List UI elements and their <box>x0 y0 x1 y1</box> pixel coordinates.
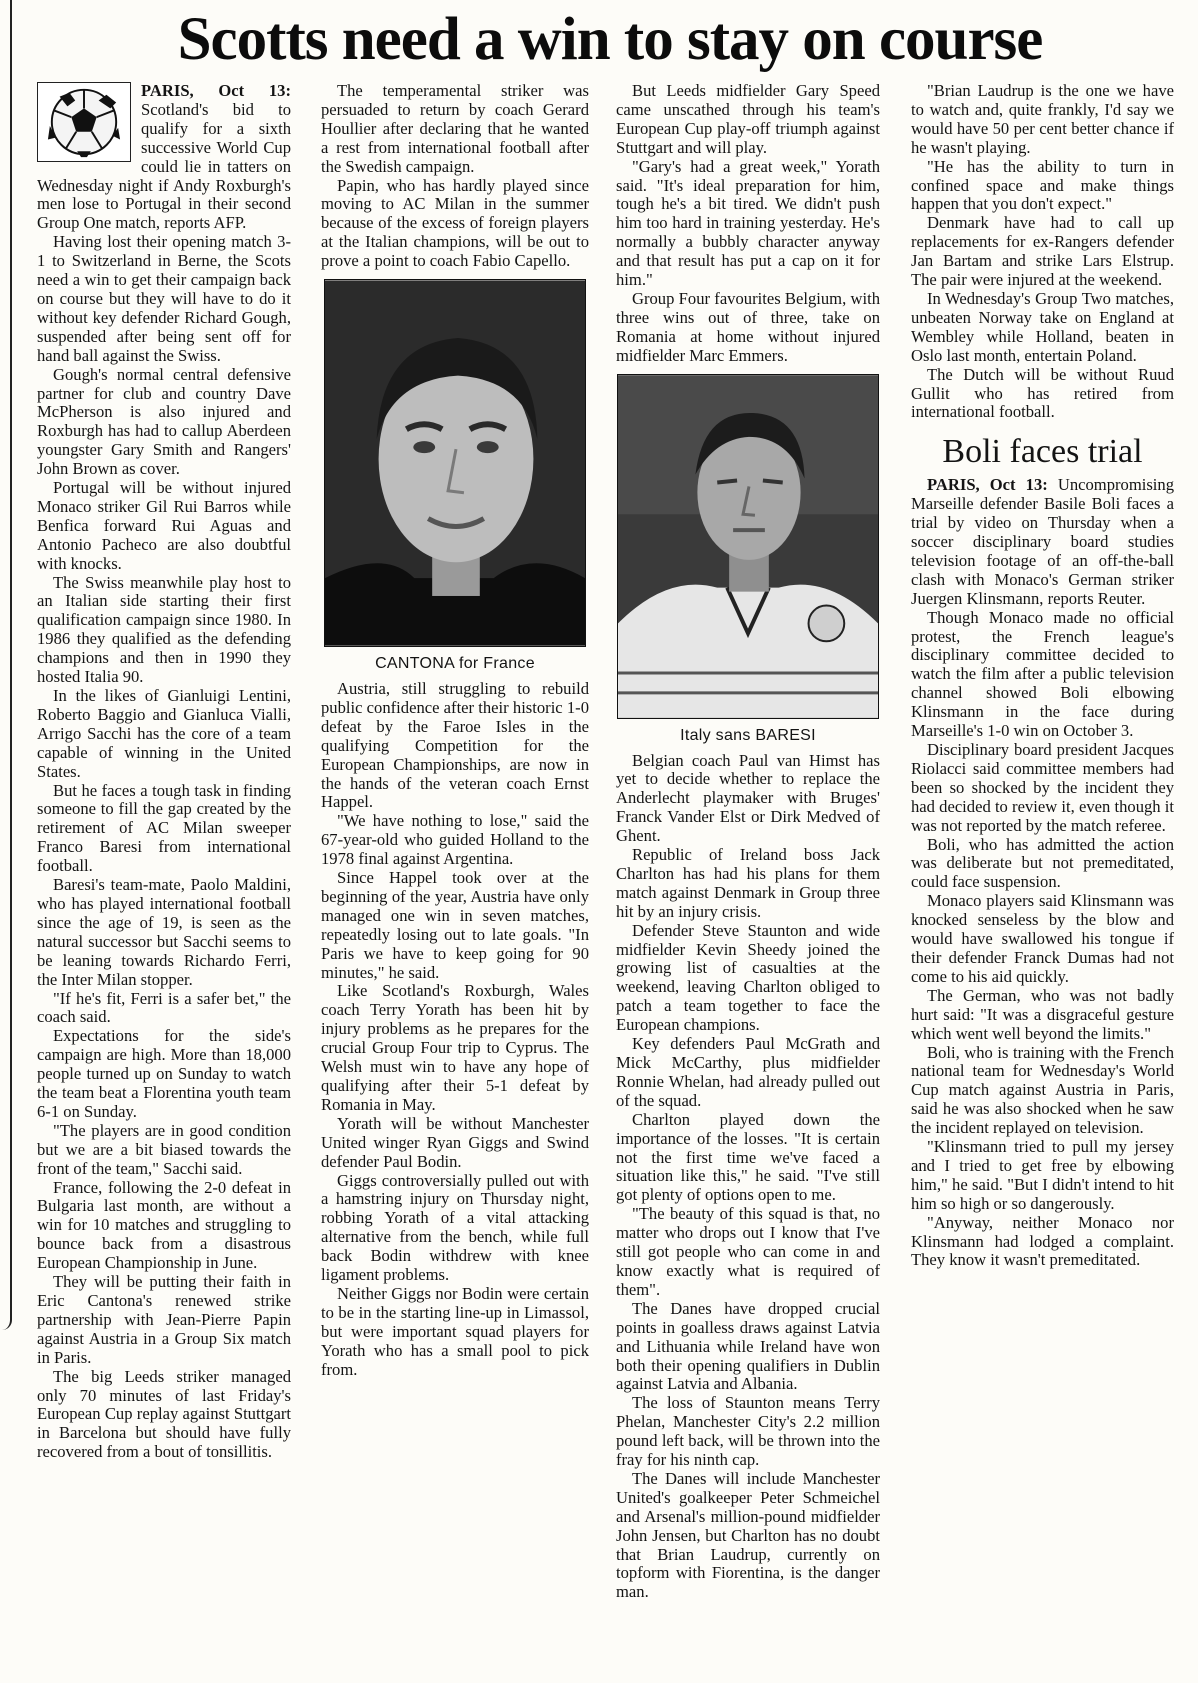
story-paragraph: They will be putting their faith in Eric Cantona's renewed strike partnership with Jean-Pierre Papin against Austria in a Group Six match in Paris. <box>37 1272 291 1367</box>
story-paragraph: Neither Giggs nor Bodin were certain to be in the starting line-up in Limassol, but were important squad players for Yorath who has a small pool to pick from. <box>321 1283 589 1379</box>
story-paragraph: But he faces a tough task in finding someone to fill the gap created by the retirement of AC Milan sweeper Franco Baresi from international football. <box>37 780 291 876</box>
story-paragraph: The loss of Staunton means Terry Phelan, Manchester City's 2.2 million pound left back, will be thrown into the fray for his ninth cap. <box>616 1393 880 1470</box>
story-paragraph: In Wednesday's Group Two matches, unbeaten Norway take on England at Wembley while Holland, beaten in Oslo last month, entertain Poland. <box>911 288 1174 365</box>
column-3 <box>616 82 880 1602</box>
story-paragraph: Gough's normal central defensive partner for club and country Dave McPherson is also injured and Roxburgh has had to callup Aberdeen youngster Gary Smith and Rangers' John Brown as cover. <box>37 364 291 479</box>
story-paragraph: Papin, who has hardly played since moving to AC Milan in the summer because of the excess of foreign players at the Italian champions, will be out to prove a point to coach Fabio Capello. <box>321 175 589 271</box>
story-paragraph: Baresi's team-mate, Paolo Maldini, who has played international football since the age of 19, is seen as the natural successor but Sacchi seems to be leaning towards Richardo Ferri, the Inter Milan stopper. <box>37 875 291 989</box>
story-paragraph: The Danes have dropped crucial points in goalless draws against Latvia and Lithuania while Ireland have won both their opening qualifiers in Dublin against Latvia and Albania. <box>616 1298 880 1394</box>
story-paragraph: Giggs controversially pulled out with a hamstring injury on Thursday night, robbing Yorath of a vital attacking alternative from the bench, while full back Bodin withdrew with knee ligament problems. <box>321 1170 589 1285</box>
story-paragraph: Charlton played down the importance of the losses. "It is certain not the first time we've faced a situation like this," he said. "I've still got plenty of options open to me. <box>616 1109 880 1205</box>
baresi-caption: Italy sans BARESI <box>680 726 816 744</box>
story-paragraph: But Leeds midfielder Gary Speed came unscathed through his team's European Cup play-off triumph against Stuttgart and will play. <box>616 81 880 157</box>
column-4 <box>911 82 1174 1270</box>
story-paragraph: "The beauty of this squad is that, no matter who drops out I know that I've still got people who can come in and know exactly what is required of them". <box>616 1204 880 1299</box>
soccer-ball-icon <box>37 82 131 162</box>
sidebar-headline: Boli faces trial <box>942 433 1143 471</box>
story-paragraph: Scotland's bid to qualify for a sixth successive World Cup could lie in tatters on Wednesday night if Andy Roxburgh's men lose to Portugal in their second Group One match, reports AFP. <box>37 99 291 233</box>
sidebar-paragraph: Disciplinary board president Jacques Riolacci said committee members had been so shocked by the incident they had decided to review it, even though it was not reported by the match referee. <box>911 740 1174 835</box>
story-paragraph: Austria, still struggling to rebuild public confidence after their historic 1-0 defeat by the Faroe Isles in the qualifying Competition for the European Championships, are now in the hands of the veteran coach Ernst Happel. <box>321 678 589 812</box>
column-2 <box>321 82 589 1380</box>
story-paragraph: Group Four favourites Belgium, with three wins out of three, take on Romania at home without injured midfielder Marc Emmers. <box>616 288 880 365</box>
story-paragraph: The Danes will include Manchester United's goalkeeper Peter Schmeichel and Arsenal's million-pound midfielder John Jensen, but Charlton has no doubt that Brian Laudrup, currently on topform with Fiorentina, is the danger man. <box>616 1468 880 1602</box>
sidebar-paragraph: Boli, who has admitted the action was deliberate but not premeditated, could face suspension. <box>911 834 1174 892</box>
sidebar-paragraph: Monaco players said Klinsmann was knocked senseless by the blow and would have swallowed his tongue if their defender Franck Dumas had not come to his aid quickly. <box>911 891 1174 986</box>
story-paragraph: The big Leeds striker managed only 70 minutes of last Friday's European Cup replay against Stuttgart in Barcelona but should have fully recovered from a bout of tonsillitis. <box>37 1366 291 1462</box>
story-paragraph: "We have nothing to lose," said the 67-year-old who guided Holland to the 1978 final against Argentina. <box>321 811 589 869</box>
sidebar-paragraph: "Klinsmann tried to pull my jersey and I tried to get free by elbowing him," he said. "But I didn't intend to hit him so high or so dangerously. <box>911 1137 1174 1213</box>
sidebar-paragraph: Uncompromising Marseille defender Basile Boli faces a trial by video on Thursday when a soccer disciplinary board studies television footage of an off-the-ball clash with Monaco's German striker Juergen Klinsmann, reports Reuter. <box>911 475 1174 608</box>
story-paragraph: In the likes of Gianluigi Lentini, Roberto Baggio and Gianluca Vialli, Arrigo Sacchi has the core of a team capable of winning in the United States. <box>37 686 291 781</box>
page-headline: Scotts need a win to stay on course <box>177 6 1043 73</box>
story-paragraph: "Brian Laudrup is the one we have to watch and, quite frankly, I'd say we would have 50 per cent better chance if he wasn't playing. <box>911 81 1174 157</box>
story-paragraph: "He has the ability to turn in confined space and make things happen that you don't expect." <box>911 156 1174 214</box>
column-1 <box>37 82 291 1462</box>
story-paragraph: France, following the 2-0 defeat in Bulgaria last month, are without a win for 10 matches and struggling to bounce back from a disastrous European Championship in June. <box>37 1177 291 1273</box>
story-paragraph: Republic of Ireland boss Jack Charlton has had his plans for them match against Denmark in Group three hit by an injury crisis. <box>616 845 880 921</box>
story-paragraph: Belgian coach Paul van Himst has yet to decide whether to replace the Anderlecht playmaker with Bruges' Franck Vander Elst or Dirk Medved of Ghent. <box>616 750 880 846</box>
story-paragraph: "If he's fit, Ferri is a safer bet," the coach said. <box>37 988 291 1027</box>
main-dateline: PARIS, Oct 13: <box>141 82 291 100</box>
story-paragraph: "The players are in good condition but we are a bit biased towards the front of the team," Sacchi said. <box>37 1120 291 1178</box>
story-paragraph: Like Scotland's Roxburgh, Wales coach Terry Yorath has been hit by injury problems as he prepares for the crucial Group Four trip to Cyprus. The Welsh must win to have any hope of qualifying after their 5-1 defeat by Romania in May. <box>321 981 589 1114</box>
cantona-photo <box>324 279 586 647</box>
story-paragraph: Since Happel took over at the beginning of the year, Austria have only managed one win in seven matches, repeatedly losing out to late goals. "In Paris we have to keep going for 90 minutes," he said. <box>321 868 589 982</box>
cantona-caption: CANTONA for France <box>375 655 535 673</box>
baresi-photo <box>617 374 879 719</box>
sidebar-paragraph: The German, who was not badly hurt said: "It was a disgraceful gesture which went well beyond the limits." <box>911 985 1174 1043</box>
story-paragraph: "Gary's had a great week," Yorath said. "It's ideal preparation for him, tough he's a bit tired. We didn't push him too hard in training yesterday. He's normally a bubbly character anyway and that result has put a cap on it for him." <box>616 156 880 290</box>
column-rule <box>0 0 12 1330</box>
story-paragraph: The temperamental striker was persuaded to return by coach Gerard Houllier after declaring that he wanted a rest from international football after the Swedish campaign. <box>321 81 589 176</box>
story-paragraph: Key defenders Paul McGrath and Mick McCarthy, plus midfielder Ronnie Whelan, had already pulled out of the squad. <box>616 1034 880 1110</box>
story-paragraph: Expectations for the side's campaign are high. More than 18,000 people turned up on Sunday to watch the team beat a Florentina youth team 6-1 on Sunday. <box>37 1026 291 1121</box>
story-paragraph: Having lost their opening match 3-1 to Switzerland in Berne, the Scots need a win to get their campaign back on course but they will have to do it without key defender Richard Gough, suspended after being sent off for hand ball against the Swiss. <box>37 232 291 365</box>
story-paragraph: The Swiss meanwhile play host to an Italian side starting their first qualification campaign since 1980. In 1986 they qualified as the defending champions and then in 1990 they hosted Italia 90. <box>37 572 291 687</box>
story-paragraph: Yorath will be without Manchester United winger Ryan Giggs and Swind defender Paul Bodin. <box>321 1113 589 1171</box>
sidebar-paragraph: Boli, who is training with the French national team for Wednesday's World Cup match against Austria in Paris, said he was also shocked when he saw the incident replayed on television. <box>911 1042 1174 1138</box>
story-paragraph: Defender Steve Staunton and wide midfielder Kevin Sheedy joined the growing list of casualties at the weekend, leaving Charlton obliged to patch a team together to face the European champions. <box>616 920 880 1035</box>
story-paragraph: Denmark have had to call up replacements for ex-Rangers defender Jan Bartam and strike Lars Elstrup. The pair were injured at the weekend. <box>911 213 1174 290</box>
sidebar-dateline: PARIS, Oct 13: <box>927 475 1048 495</box>
story-paragraph: Portugal will be without injured Monaco striker Gil Rui Barros while Benfica forward Rui Aguas and Antonio Pacheco are also doubtful with knocks. <box>37 478 291 573</box>
sidebar-paragraph: "Anyway, neither Monaco nor Klinsmann had lodged a complaint. They know it wasn't premeditated. <box>911 1212 1174 1270</box>
story-paragraph: The Dutch will be without Ruud Gullit who has retired from international football. <box>911 364 1174 422</box>
sidebar-paragraph: Though Monaco made no official protest, the French league's disciplinary committee decided to watch the film after a public television channel showed Boli elbowing Klinsmann in the face during Marseille's 1-0 win on October 3. <box>911 607 1174 741</box>
